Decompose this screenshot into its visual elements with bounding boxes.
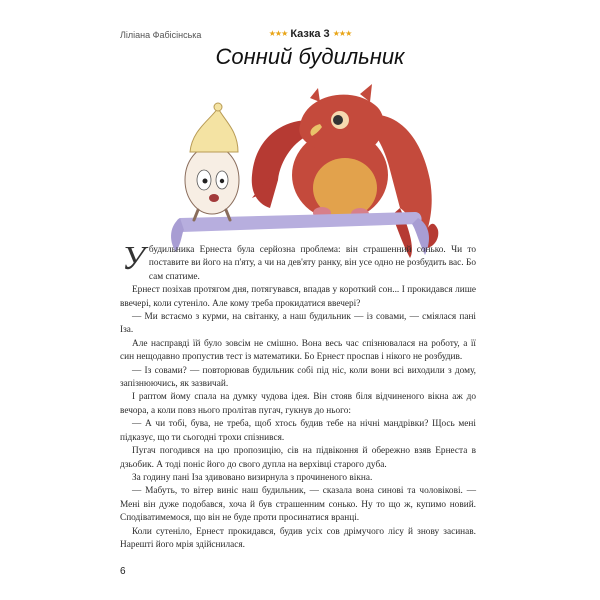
story-paragraph: Але насправді їй було зовсім не смішно. Вона весь час спізнювалася на роботу, а її син нещодавно пропустив тест із математики. Бо Ернест проспав і нікого не розбудив. [120,338,476,363]
story-paragraph: — Мабуть, то вітер виніс наш будильник, — сказала вона синові та чоловікові. — Мені він дуже подобався, хоча й був страшенним сонько. Ну то що ж, купимо новий. Сподіватимемося, що він не буде проти просинатися вранці. [120,486,476,524]
story-paragraph: — А чи тобі, бува, не треба, щоб хтось будив тебе на нічні мандрівки? Щось мені підказує, що ти сьогодні трохи спізнився. [120,419,476,443]
story-illustration [160,80,460,260]
running-header-author: Ліліана Фабісінська [120,30,202,40]
story-paragraph: Коли сутеніло, Ернест прокидався, будив усіх сов дрімучого лісу й знову засинав. Нарешті його мрія здійснилася. [120,526,476,550]
page-number: 6 [120,566,126,577]
tale-number-text: Казка 3 [290,28,330,40]
alarm-clock-character-icon [185,103,239,220]
story-paragraph: — Із совами? — повторював будильник собі під ніс, коли вони всі виходили з дому, запізнюючись, як зазвичай. [120,365,476,390]
story-title: Сонний будильник [215,44,405,69]
story-paragraph: Ернест позіхав протягом дня, потягувався, впадав у короткий сон... І прокидався лише ввечері, коли сутеніло. Але кому треба прокидатися ввечері? [120,285,476,309]
owl-character-icon [252,84,439,258]
story-paragraph: І раптом йому спала на думку чудова ідея. Він стояв біля відчиненого вікна аж до вечора, а коли повз нього пролітав пугач, гукнув до нього: [120,392,476,416]
stars-decoration-left: ★★★ [268,29,288,38]
story-paragraph: Убудильника Ернеста була серйозна проблема: він страшенний сонько. Чи то поставите ви його на п'яту, а чи на дев'яту ранку, він усе одно не розбудить вас. Бо сам спатиме. [122,240,476,282]
story-paragraph: Пугач погодився на цю пропозицію, сів на підвіконня й обережно взяв Ернеста в дзьобик. А тоді поніс його до свого дупла на верхівці старого дуба. [120,446,476,470]
stars-decoration-right: ★★★ [332,29,352,38]
story-paragraph: — Ми встаємо з курми, на світанку, а наш будильник — із совами, — сміялася пані Іза. [120,312,476,336]
drop-cap: У [122,240,145,277]
tale-number-label [250,28,370,40]
story-body [120,240,476,552]
story-paragraph: За годину пані Іза здивовано визирнула з прочиненого вікна. [132,472,373,483]
